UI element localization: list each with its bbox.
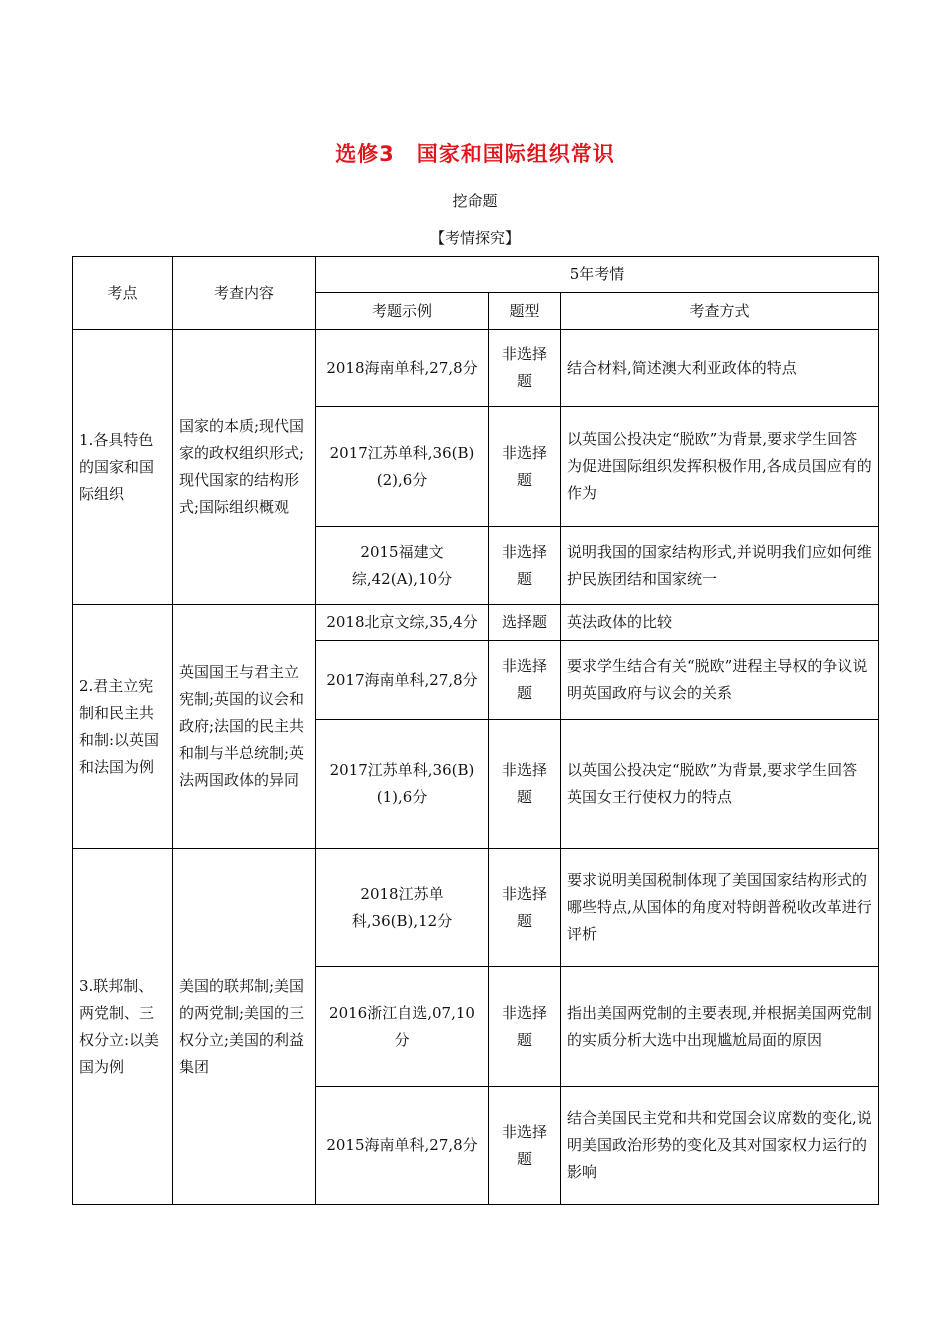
exam-content: 国家的本质;现代国家的政权组织形式;现代国家的结构形式;国际组织概观 bbox=[173, 330, 316, 605]
header-point: 考点 bbox=[73, 257, 173, 330]
exam-point: 2.君主立宪制和民主共和制:以英国和法国为例 bbox=[73, 605, 173, 849]
exam-example: 2015海南单科,27,8分 bbox=[316, 1087, 489, 1205]
exam-example: 2018江苏单科,36(B),12分 bbox=[316, 849, 489, 967]
exam-content: 美国的联邦制;美国的两党制;美国的三权分立;美国的利益集团 bbox=[173, 849, 316, 1205]
exam-way: 以英国公投决定“脱欧”为背景,要求学生回答英国女王行使权力的特点 bbox=[561, 720, 879, 849]
exam-point: 1.各具特色的国家和国际组织 bbox=[73, 330, 173, 605]
question-type: 非选择题 bbox=[489, 967, 561, 1087]
exam-example: 2017江苏单科,36(B)(1),6分 bbox=[316, 720, 489, 849]
exam-way: 英法政体的比较 bbox=[561, 605, 879, 641]
question-type: 非选择题 bbox=[489, 641, 561, 720]
question-type: 非选择题 bbox=[489, 527, 561, 605]
question-type: 非选择题 bbox=[489, 1087, 561, 1205]
exam-analysis-table bbox=[72, 256, 879, 1205]
header-type: 题型 bbox=[489, 293, 561, 330]
exam-way: 要求说明美国税制体现了美国国家结构形式的哪些特点,从国体的角度对特朗普税收改革进行评析 bbox=[561, 849, 879, 967]
question-type: 选择题 bbox=[489, 605, 561, 641]
exam-content: 英国国王与君主立宪制;英国的议会和政府;法国的民主共和制与半总统制;英法两国政体的异同 bbox=[173, 605, 316, 849]
exam-example: 2017江苏单科,36(B)(2),6分 bbox=[316, 407, 489, 527]
exam-way: 结合美国民主党和共和党国会议席数的变化,说明美国政治形势的变化及其对国家权力运行的影响 bbox=[561, 1087, 879, 1205]
question-type: 非选择题 bbox=[489, 720, 561, 849]
section-heading: 【考情探究】 bbox=[429, 229, 520, 247]
exam-point: 3.联邦制、两党制、三权分立:以美国为例 bbox=[73, 849, 173, 1205]
header-way: 考查方式 bbox=[561, 293, 879, 330]
exam-example: 2017海南单科,27,8分 bbox=[316, 641, 489, 720]
exam-way: 要求学生结合有关“脱欧”进程主导权的争议说明英国政府与议会的关系 bbox=[561, 641, 879, 720]
header-content: 考查内容 bbox=[173, 257, 316, 330]
exam-example: 2016浙江自选,07,10分 bbox=[316, 967, 489, 1087]
page-title: 选修3 国家和国际组织常识 bbox=[335, 142, 615, 166]
exam-example: 2018北京文综,35,4分 bbox=[316, 605, 489, 641]
exam-way: 结合材料,简述澳大利亚政体的特点 bbox=[561, 330, 879, 407]
question-type: 非选择题 bbox=[489, 330, 561, 407]
exam-way: 指出美国两党制的主要表现,并根据美国两党制的实质分析大选中出现尴尬局面的原因 bbox=[561, 967, 879, 1087]
header-group: 5年考情 bbox=[316, 257, 879, 293]
exam-way: 以英国公投决定“脱欧”为背景,要求学生回答为促进国际组织发挥积极作用,各成员国应有的作为 bbox=[561, 407, 879, 527]
exam-way: 说明我国的国家结构形式,并说明我们应如何维护民族团结和国家统一 bbox=[561, 527, 879, 605]
header-example: 考题示例 bbox=[316, 293, 489, 330]
question-type: 非选择题 bbox=[489, 407, 561, 527]
exam-example: 2018海南单科,27,8分 bbox=[316, 330, 489, 407]
question-type: 非选择题 bbox=[489, 849, 561, 967]
exam-example: 2015福建文综,42(A),10分 bbox=[316, 527, 489, 605]
subtitle: 挖命题 bbox=[452, 192, 498, 210]
